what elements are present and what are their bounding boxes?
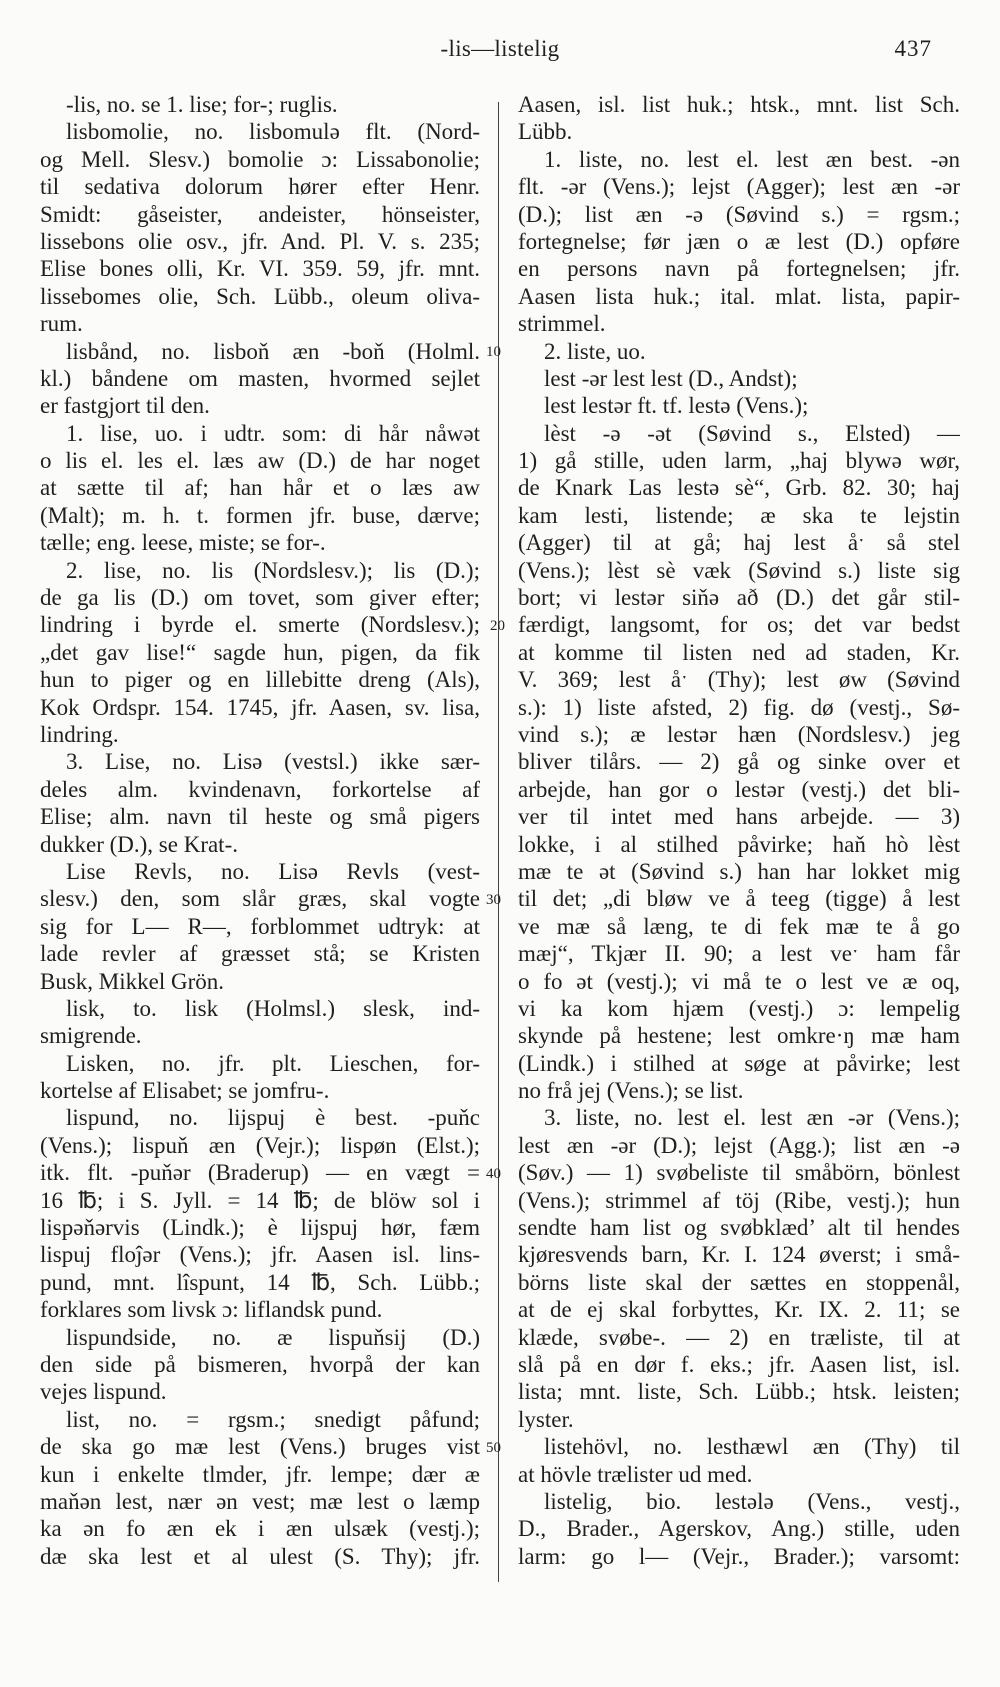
text-line: lissebomes olie, Sch. Lübb., oleum oliva-	[40, 283, 480, 309]
text-line: list, no. = rgsm.; snedigt påfund;	[66, 1406, 480, 1432]
text-line: flt. -ər (Vens.); lejst (Agger); lest æn -ər	[518, 174, 960, 200]
text-line: en persons navn på fortegnelsen; jfr.	[518, 256, 960, 282]
text-line: vi ka kom hjæm (vestj.) ɔ: lempelig	[518, 995, 960, 1021]
text-line: s.): 1) liste afsted, 2) fig. dø (vestj., Sø-	[518, 694, 960, 720]
text-line: o lis el. les el. læs aw (D.) de har noget	[40, 448, 480, 474]
text-line: 1. lise, uo. i udtr. som: di hår nåwət	[66, 420, 480, 446]
line-number: 50	[486, 1439, 501, 1456]
text-line: Kok Ordspr. 154. 1745, jfr. Aasen, sv. lisa,	[40, 694, 480, 720]
text-line: 2. lise, no. lis (Nordslesv.); lis (D.);	[66, 557, 480, 583]
text-line: (Vens.); lèst sè væk (Søvind s.) liste sig	[518, 557, 960, 583]
text-line: mæj“, Tkjær II. 90; a lest veˑ ham får	[518, 941, 960, 967]
text-line: mæ te ət (Søvind s.) han har lokket mig	[518, 858, 960, 884]
text-line: lindring i byrde el. smerte (Nordslesv.);	[40, 612, 480, 638]
text-line: dukker (D.), se Krat-.	[40, 831, 238, 857]
text-line: lest lestər ft. tf. lestə (Vens.);	[544, 393, 809, 419]
text-line: lissebons olie osv., jfr. And. Pl. V. s. 235;	[40, 228, 480, 254]
text-line: lisk, to. lisk (Holmsl.) slesk, ind-	[66, 995, 480, 1021]
text-line: forklares som livsk ɔ: liflandsk pund.	[40, 1297, 383, 1323]
text-line: ver til intet med hans arbejde. — 3)	[518, 804, 960, 830]
text-line: o fo ət (vestj.); vi må te o lest ve æ oq,	[518, 968, 960, 994]
text-line: V. 369; lest åˑ (Thy); lest øw (Søvind	[518, 667, 960, 693]
text-line: de ska go mæ lest (Vens.) bruges vist	[40, 1434, 480, 1460]
page-number: 437	[894, 36, 932, 61]
column-divider	[498, 102, 499, 1582]
text-line: klæde, svøbe-. — 2) en træliste, til at	[518, 1324, 960, 1350]
running-head: -lis—listelig	[440, 36, 560, 61]
text-line: ve mæ så læng, te di fek mæ te å go	[518, 913, 960, 939]
text-line: Lisken, no. jfr. plt. Lieschen, for-	[66, 1050, 480, 1076]
text-line: slesv.) den, som slår græs, skal vogte	[40, 886, 480, 912]
text-line: (D.); list æn -ə (Søvind s.) = rgsm.;	[518, 201, 960, 227]
text-line: kl.) båndene om masten, hvormed sejlet	[40, 365, 480, 391]
text-line: (Søv.) — 1) svøbeliste til småbörn, bönlest	[518, 1160, 960, 1186]
text-line: hun to piger og en lillebitte dreng (Als),	[40, 667, 480, 693]
text-line: til sedativa dolorum hører efter Henr.	[40, 174, 480, 200]
text-line: smigrende.	[40, 1023, 142, 1049]
text-line: börns liste skal der sættes en stoppenål,	[518, 1269, 960, 1295]
left-column	[40, 91, 480, 1570]
text-line: „det gav lise!“ sagde hun, pigen, da fik	[40, 639, 480, 665]
text-line: (Malt); m. h. t. formen jfr. buse, dærve;	[40, 502, 480, 528]
text-line: rum.	[40, 311, 83, 337]
text-line: fortegnelse; før jæn o æ lest (D.) opføre	[518, 228, 960, 254]
line-number: 10	[486, 343, 501, 360]
right-column	[518, 91, 960, 1570]
text-line: (Vens.); lispuň æn (Vejr.); lispøn (Elst.);	[40, 1132, 480, 1158]
text-line: færdigt, langsomt, for os; det var bedst	[518, 612, 960, 638]
text-line: deles alm. kvindenavn, forkortelse af	[40, 776, 480, 802]
text-line: lispuj floĵər (Vens.); jfr. Aasen isl. lins-	[40, 1242, 480, 1268]
text-line: lyster.	[518, 1406, 574, 1432]
text-line: den side på bismeren, hvorpå der kan	[40, 1351, 480, 1377]
text-line: at hövle trælister ud med.	[518, 1461, 753, 1487]
text-line: lispəňərvis (Lindk.); è lijspuj hør, fæm	[40, 1215, 480, 1241]
text-line: kam lesti, listende; æ ska te lejstin	[518, 502, 960, 528]
text-line: 1) gå stille, uden larm, „haj blywə wør,	[518, 448, 960, 474]
text-line: Busk, Mikkel Grön.	[40, 968, 224, 994]
text-line: sendte ham list og svøbklæd’ alt til hendes	[518, 1215, 960, 1241]
text-line: til det; „di bløw ve å teeg (tigge) å lest	[518, 886, 960, 912]
text-line: 1. liste, no. lest el. lest æn best. -ən	[544, 146, 960, 172]
text-line: 3. liste, no. lest el. lest æn -ər (Vens.);	[544, 1105, 960, 1131]
text-line: er fastgjort til den.	[40, 393, 210, 419]
text-line: itk. flt. -puňər (Braderup) — en vægt =	[40, 1160, 480, 1186]
text-line: at sætte til af; han hår et o læs aw	[40, 475, 480, 501]
text-line: Aasen, isl. list huk.; htsk., mnt. list Sch.	[518, 92, 960, 117]
text-line: at de ej skal forbyttes, Kr. IX. 2. 11; se	[518, 1297, 960, 1323]
line-number: 40	[486, 1165, 501, 1182]
line-number: 20	[490, 617, 505, 634]
text-line: bliver tilårs. — 2) gå og sinke over et	[518, 749, 960, 775]
text-line: tælle; eng. leese, miste; se for-.	[40, 530, 326, 556]
text-line: vejes lispund.	[40, 1379, 167, 1405]
text-line: lisbånd, no. lisboň æn -boň (Holml.	[66, 338, 480, 364]
text-line: lèst -ə -ət (Søvind s., Elsted) —	[544, 420, 960, 446]
text-line: lest -ər lest lest (D., Andst);	[544, 365, 798, 391]
text-line: kortelse af Elisabet; se jomfru-.	[40, 1078, 330, 1104]
text-line: Lübb.	[518, 119, 573, 145]
text-line: listehövl, no. lesthæwl æn (Thy) til	[544, 1434, 960, 1460]
text-line: kun i enkelte tlmder, jfr. lempe; dær æ	[40, 1461, 480, 1487]
text-line: vind s.); æ lestər hæn (Nordslesv.) jeg	[518, 721, 960, 747]
text-line: lindring.	[40, 721, 119, 747]
text-line: skynde på hestene; lest omkre·ŋ mæ ham	[518, 1023, 960, 1049]
text-line: (Lindk.) i stilhed at søge at påvirke; lest	[518, 1050, 960, 1076]
text-line: -lis, no. se 1. lise; for-; ruglis.	[66, 92, 338, 117]
text-line: ka ən fo æn ek i æn ulsæk (vestj.);	[40, 1516, 480, 1542]
text-line: pund, mnt. lîspunt, 14 ℔, Sch. Lübb.;	[40, 1269, 480, 1295]
text-line: og Mell. Slesv.) bomolie ɔ: Lissabonolie;	[40, 146, 480, 172]
text-line: kjøresvends barn, Kr. I. 124 øverst; i små-	[518, 1242, 960, 1268]
text-line: dæ ska lest et al ulest (S. Thy); jfr.	[40, 1543, 480, 1569]
text-line: strimmel.	[518, 311, 606, 337]
line-number: 30	[486, 891, 501, 908]
text-line: de Knark Las lestə sè“, Grb. 82. 30; haj	[518, 475, 960, 501]
text-line: lispundside, no. æ lispuňsij (D.)	[66, 1324, 480, 1350]
text-line: lispund, no. lijspuj è best. -puňc	[66, 1105, 480, 1131]
page-header	[0, 36, 1000, 68]
text-line: 2. liste, uo.	[544, 338, 646, 364]
text-line: lista; mnt. liste, Sch. Lübb.; htsk. leisten;	[518, 1379, 960, 1405]
text-line: lade revler af græsset stå; se Kristen	[40, 941, 480, 967]
text-line: listelig, bio. lestələ (Vens., vestj.,	[544, 1488, 960, 1514]
text-line: D., Brader., Agerskov, Ang.) stille, uden	[518, 1516, 960, 1542]
text-line: lisbomolie, no. lisbomulə flt. (Nord-	[66, 119, 480, 145]
text-line: slå på en dør f. eks.; jfr. Aasen list, isl.	[518, 1351, 960, 1377]
text-line: no frå jej (Vens.); se list.	[518, 1078, 744, 1104]
text-line: Elise bones olli, Kr. VI. 359. 59, jfr. mnt.	[40, 256, 480, 282]
text-line: de ga lis (D.) om tovet, som giver efter;	[40, 585, 480, 611]
text-line: lokke, i al stilhed påvirke; haň hò lèst	[518, 831, 960, 857]
text-line: Smidt: gåseister, andeister, hönseister,	[40, 201, 480, 227]
text-line: 3. Lise, no. Lisə (vestsl.) ikke sær-	[66, 749, 480, 775]
text-line: (Agger) til at gå; haj lest åˑ så stel	[518, 530, 960, 556]
text-line: arbejde, han gor o lestər (vestj.) det bli-	[518, 776, 960, 802]
text-line: lest æn -ər (D.); lejst (Agg.); list æn -ə	[518, 1132, 960, 1158]
text-line: Lise Revls, no. Lisə Revls (vest-	[66, 858, 480, 884]
text-line: larm: go l— (Vejr., Brader.); varsomt:	[518, 1543, 960, 1569]
text-line: maňən lest, nær ən vest; mæ lest o læmp	[40, 1488, 480, 1514]
text-line: at komme til listen ned ad staden, Kr.	[518, 639, 960, 665]
text-line: (Vens.); strimmel af töj (Ribe, vestj.); hun	[518, 1187, 960, 1213]
text-line: sig for L— R—, forblommet udtryk: at	[40, 913, 480, 939]
text-line: Elise; alm. navn til heste og små pigers	[40, 804, 480, 830]
text-line: Aasen lista huk.; ital. mlat. lista, papir-	[518, 283, 960, 309]
text-line: 16 ℔; i S. Jyll. = 14 ℔; de blöw sol i	[40, 1187, 480, 1213]
text-line: bort; vi lestər siňə að (D.) det går stil-	[518, 585, 960, 611]
